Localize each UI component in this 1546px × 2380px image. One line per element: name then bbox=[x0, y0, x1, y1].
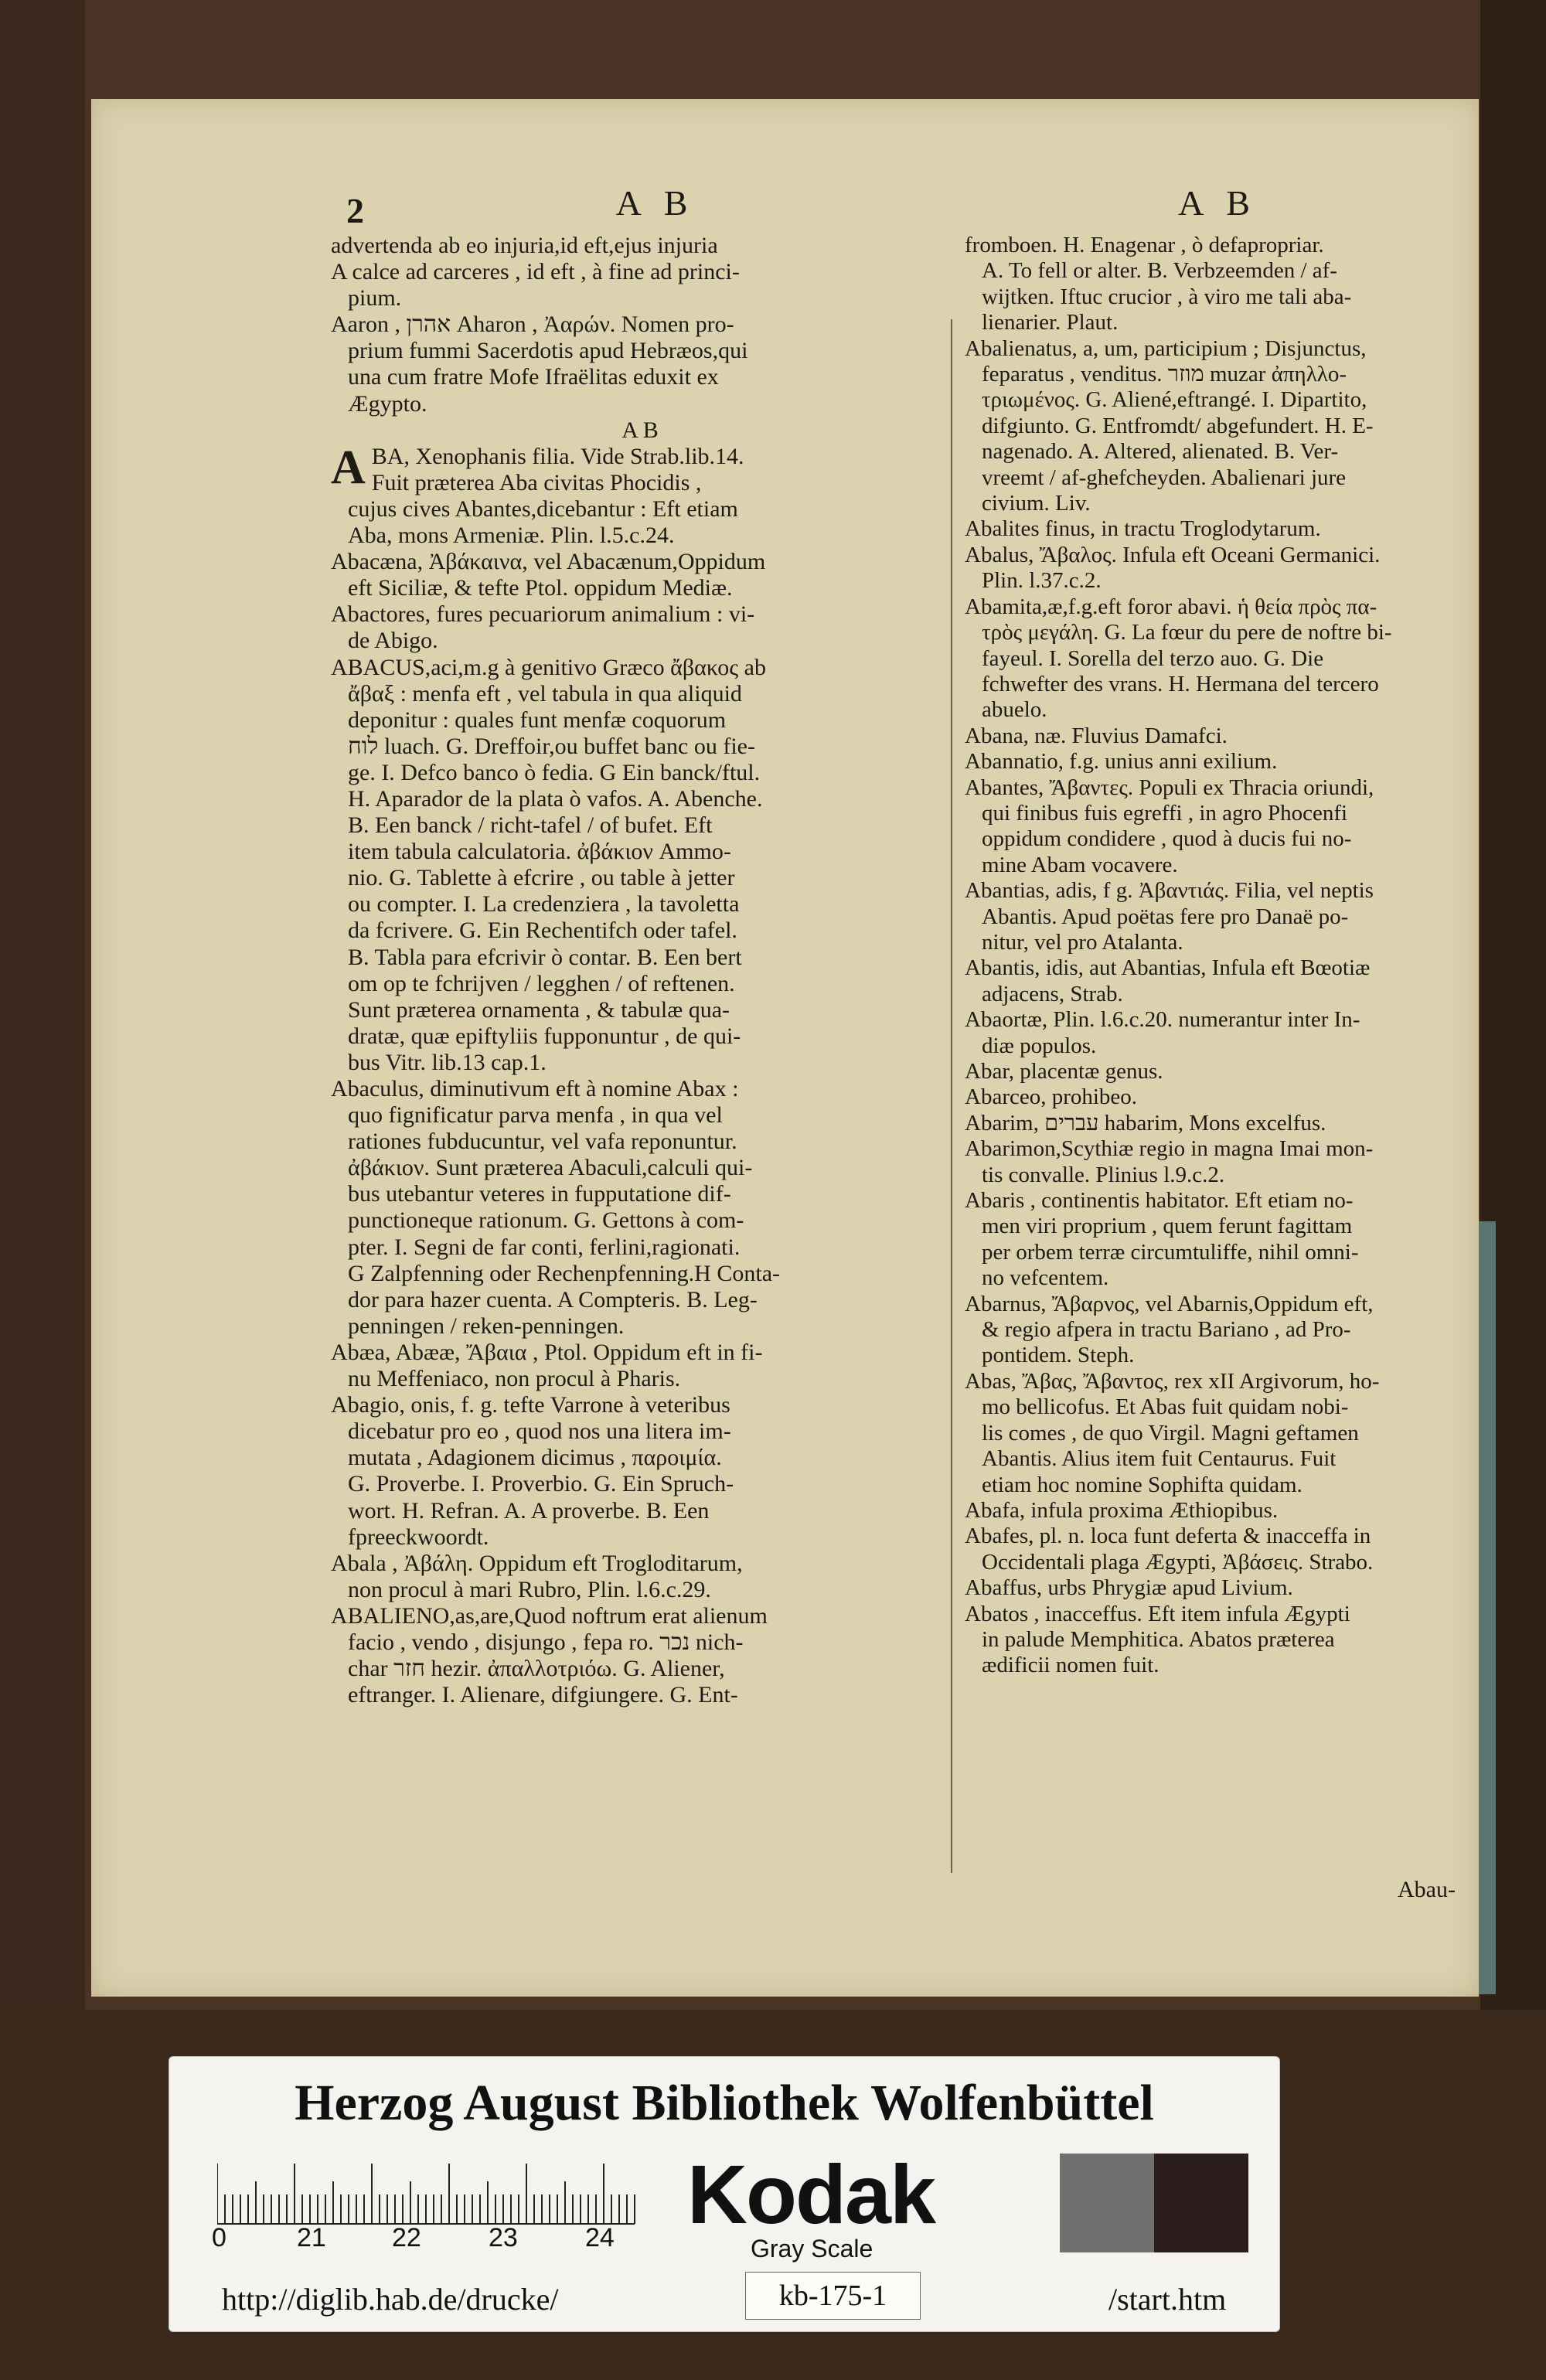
section-heading: A B bbox=[621, 417, 659, 443]
entry-line: A. To fell or alter. B. Verbzeemden / af- bbox=[982, 258, 1337, 284]
scan-background-left bbox=[0, 0, 85, 2025]
entry-line: prium fummi Sacerdotis apud Hebræos,qui bbox=[348, 338, 748, 364]
entry-line: difgiunto. G. Entfromdt/ abgefundert. H. E- bbox=[982, 413, 1374, 438]
entry-line: quo fignificatur parva menfa , in qua vel bbox=[348, 1102, 723, 1129]
right-column bbox=[965, 180, 1471, 1679]
entry-line: Abarim, עברים habarim, Mons excelfus. bbox=[965, 1110, 1326, 1136]
page-number: 2 bbox=[346, 191, 364, 230]
right-running-head: A B bbox=[1178, 183, 1258, 223]
entry-line: Abafes, pl. n. loca funt deferta & inacceffa in bbox=[965, 1524, 1371, 1549]
entry-line: Abar, placentæ genus. bbox=[965, 1059, 1163, 1084]
entry-line: bus Vitr. lib.13 cap.1. bbox=[348, 1049, 547, 1075]
entry-line: in palude Memphitica. Abatos præterea bbox=[982, 1626, 1335, 1652]
entry-line: Abaris , continentis habitator. Eft etiam no- bbox=[965, 1188, 1354, 1214]
left-column bbox=[331, 180, 949, 1708]
entry-line: Abantis, idis, aut Abantias, Infula eft Bœotiæ bbox=[965, 955, 1371, 981]
entry-line: Abaffus, urbs Phrygiæ apud Livium. bbox=[965, 1575, 1293, 1601]
entry-line: ædificii nomen fuit. bbox=[982, 1653, 1160, 1678]
entry-line: ou compter. I. La credenziera , la tavoletta bbox=[348, 891, 740, 918]
entry-line: Abannatio, f.g. unius anni exilium. bbox=[965, 749, 1278, 775]
entry-line: wijtken. Iftuc crucior , à viro me tali aba- bbox=[982, 284, 1352, 309]
entry-line: Abagio, onis, f. g. tefte Varrone à veteribus bbox=[331, 1392, 730, 1418]
entry-line: Abalites finus, in tractu Troglodytarum. bbox=[965, 516, 1321, 542]
entry-line: civium. Liv. bbox=[982, 491, 1091, 516]
entry-line: A calce ad carceres , id eft , à fine ad princi- bbox=[331, 259, 740, 285]
entry-line: Abatos , inacceffus. Eft item infula Ægypti bbox=[965, 1601, 1350, 1626]
entry-line: Abalus, Ἄβαλος. Infula eft Oceani Germanici. bbox=[965, 542, 1381, 567]
entry-line: advertenda ab eo injuria,id eft,ejus injuria bbox=[331, 233, 718, 258]
entry-line: G. Proverbe. I. Proverbio. G. Ein Spruch- bbox=[348, 1471, 734, 1497]
entry-line: Aaron , אהרן Aharon , Ἀαρών. Nomen pro- bbox=[331, 312, 734, 338]
entry-line: eftranger. I. Alienare, difgiungere. G. Ent- bbox=[348, 1682, 738, 1708]
entry-line: ἀβάκιον. Sunt præterea Abaculi,calculi qui- bbox=[348, 1155, 753, 1181]
entry-line: de Abigo. bbox=[348, 628, 438, 654]
entry-line: vreemt / af-ghefcheyden. Abalienari jure bbox=[982, 465, 1347, 490]
ruler-label: 23 bbox=[489, 2223, 518, 2252]
entry-line: Abacæna, Ἀβάκαινα, vel Abacænum,Oppidum bbox=[331, 549, 766, 575]
entry-line: bus utebantur veteres in fupputatione dif- bbox=[348, 1181, 731, 1207]
entry-line: deponitur : quales funt menfæ coquorum bbox=[348, 707, 727, 733]
entry-line: fromboen. H. Enagenar , ò defapropriar. bbox=[965, 233, 1324, 257]
library-name: Herzog August Bibliothek Wolfenbüttel bbox=[295, 2075, 1154, 2131]
entry-line: lienarier. Plaut. bbox=[982, 310, 1119, 335]
entry-line: pium. bbox=[348, 285, 402, 312]
entry-line: τρὸς μεγάλη. G. La fœur du pere de noftre bi- bbox=[982, 620, 1392, 645]
entry-line: Plin. l.37.c.2. bbox=[982, 568, 1102, 594]
url-right: /start.htm bbox=[1108, 2282, 1227, 2317]
column-divider bbox=[951, 319, 952, 1873]
entry-line: dratæ, quæ epiftyliis fupponuntur , de qui- bbox=[348, 1023, 741, 1049]
entry-line: cujus cives Abantes,dicebantur : Eft etiam bbox=[348, 495, 738, 522]
entry-line: Sunt præterea ornamenta , & tabulæ qua- bbox=[348, 996, 730, 1023]
entry-line: Abaculus, diminutivum eft à nomine Abax : bbox=[331, 1076, 739, 1101]
library-color-card bbox=[169, 2056, 1280, 2332]
entry-line: ἄβαξ : menfa eft , vel tabula in qua aliquid bbox=[348, 680, 742, 707]
entry-line: mo bellicofus. Et Abas fuit quidam nobi- bbox=[982, 1394, 1349, 1420]
entry-line: eft Siciliæ, & tefte Ptol. oppidum Mediæ. bbox=[348, 575, 733, 601]
entry-line: qui finibus fuis egreffi , in agro Phocenfi bbox=[982, 800, 1348, 826]
entry-line: Abæa, Abææ, Ἄβαια , Ptol. Oppidum eft in fi- bbox=[331, 1339, 763, 1365]
entry-line: rationes fubducuntur, vel vafa reponuntur. bbox=[348, 1129, 737, 1155]
url-left: http://diglib.hab.de/drucke/ bbox=[222, 2282, 559, 2317]
entry-line: Abala , Ἀβάλη. Oppidum eft Trogloditarum, bbox=[331, 1550, 743, 1576]
entry-line: ABALIENO,as,are,Quod noftrum erat alienum bbox=[331, 1602, 768, 1629]
entry-line: Abantes, Ἄβαντες. Populi ex Thracia oriundi, bbox=[965, 775, 1374, 800]
entry-line: pter. I. Segni de far conti, ferlini,ragionati. bbox=[348, 1234, 741, 1260]
entry-line: wort. H. Refran. A. A proverbe. B. Een bbox=[348, 1497, 710, 1524]
entry-line: feparatus , venditus. מוזר muzar ἀπηλλο- bbox=[982, 362, 1347, 387]
entry-line: Abalienatus, a, um, participium ; Disjunctus, bbox=[965, 335, 1367, 361]
entry-line: G Zalpfenning oder Rechenpfenning.H Conta- bbox=[348, 1260, 780, 1286]
entry-line: fayeul. I. Sorella del terzo auo. G. Die bbox=[982, 645, 1324, 671]
entry-line: nu Meffeniaco, non procul à Pharis. bbox=[348, 1366, 681, 1392]
entry-line: etiam hoc nomine Sophifta quidam. bbox=[982, 1472, 1303, 1497]
entry-line: no vefcentem. bbox=[982, 1265, 1109, 1291]
entry-line: nio. G. Tablette à efcrire , ou table à jetter bbox=[348, 865, 735, 891]
entry-line: Abantis. Apud poëtas fere pro Danaë po- bbox=[982, 904, 1349, 929]
entry-line: nitur, vel pro Atalanta. bbox=[982, 929, 1183, 955]
entry-line: men viri proprium , quem ferunt fagittam bbox=[982, 1214, 1353, 1239]
entry-line: Abactores, fures pecuariorum animalium : vi- bbox=[331, 601, 755, 628]
entry-line: mine Abam vocavere. bbox=[982, 852, 1178, 877]
entry-line: Abantias, adis, f g. Ἀβαντιάς. Filia, vel neptis bbox=[965, 878, 1374, 904]
gray-patch-dark bbox=[1154, 2154, 1248, 2252]
entry-line: Abantis. Alius item fuit Centaurus. Fuit bbox=[982, 1446, 1337, 1472]
entry-line: ge. I. Defco banco ò fedia. G Ein banck/ftul. bbox=[348, 759, 761, 785]
entry-line: pontidem. Steph. bbox=[982, 1343, 1135, 1368]
entry-line: B. Tabla para efcrivir ò contar. B. Een bert bbox=[348, 944, 742, 970]
entry-line: mutata , Adagionem dicimus , παροιμία. bbox=[348, 1445, 722, 1471]
entry-line: om op te fchrijven / legghen / of reftenen. bbox=[348, 970, 735, 996]
entry-line: non procul à mari Rubro, Plin. l.6.c.29. bbox=[348, 1576, 711, 1602]
gray-scale-label: Gray Scale bbox=[751, 2235, 873, 2263]
entry-line: Abaortæ, Plin. l.6.c.20. numerantur inter In- bbox=[965, 1007, 1360, 1033]
entry-line: τριωμένος. G. Aliené,eftrangé. I. Dipartito, bbox=[982, 387, 1367, 413]
entry-line: Abafa, infula proxima Æthiopibus. bbox=[965, 1497, 1279, 1523]
entry-line: Abarnus, Ἄβαρνος, vel Abarnis,Oppidum eft, bbox=[965, 1291, 1374, 1316]
entry-line: B. Een banck / richt-tafel / of bufet. Eft bbox=[348, 812, 713, 839]
entry-line: nagenado. A. Altered, alienated. B. Ver- bbox=[982, 439, 1339, 465]
ruler-label: 24 bbox=[585, 2223, 615, 2252]
kodak-logo: Kodak bbox=[687, 2147, 935, 2241]
entry-line: abuelo. bbox=[982, 697, 1047, 723]
entry-line: lis comes , de quo Virgil. Magni geftamen bbox=[982, 1420, 1359, 1445]
entry-line: Abas, Ἄβας, Ἄβαντος, rex xII Argivorum, ho- bbox=[965, 1368, 1380, 1394]
ruler-scale bbox=[217, 2164, 650, 2225]
entry-line: tis convalle. Plinius l.9.c.2. bbox=[982, 1162, 1225, 1187]
entry-line: da fcrivere. G. Ein Rechentifch oder tafel. bbox=[348, 918, 737, 944]
entry-line: Abarceo, prohibeo. bbox=[965, 1084, 1138, 1110]
drop-cap: A bbox=[331, 441, 366, 494]
ruler-label: 21 bbox=[297, 2223, 326, 2252]
entry-line: & regio afpera in tractu Bariano , ad Pro- bbox=[982, 1317, 1351, 1343]
entry-line: adjacens, Strab. bbox=[982, 981, 1123, 1006]
entry-line: fchwefter des vrans. H. Hermana del tercero bbox=[982, 671, 1379, 696]
gray-patch-medium bbox=[1060, 2154, 1154, 2252]
ruler-label: 0 bbox=[212, 2223, 226, 2252]
entry-line: Abamita,æ,f.g.eft foror abavi. ἡ θεία πρὸς πα- bbox=[965, 594, 1377, 619]
ruler-label: 22 bbox=[392, 2223, 421, 2252]
entry-line: punctioneque rationum. G. Gettons à com- bbox=[348, 1207, 744, 1234]
entry-line: dor para hazer cuenta. A Compteris. B. Leg- bbox=[348, 1286, 758, 1313]
entry-line: Occidentali plaga Ægypti, Ἀβάσεις. Strabo. bbox=[982, 1549, 1374, 1575]
entry-line: char חזר hezir. ἀπαλλοτριόω. G. Aliener, bbox=[348, 1656, 725, 1682]
entry-line: oppidum condidere , quod à ducis fui no- bbox=[982, 826, 1352, 852]
entry-line: facio , vendo , disjungo , fepa ro. נכר nich- bbox=[348, 1629, 744, 1655]
entry-line: ABACUS,aci,m.g à genitivo Græco ἄβακος ab bbox=[331, 654, 766, 680]
entry-line: fpreeckwoordt. bbox=[348, 1524, 489, 1550]
entry-line: diæ populos. bbox=[982, 1033, 1097, 1058]
entry-line: per orbem terræ circumtuliffe, nihil omni- bbox=[982, 1239, 1359, 1265]
document-id: kb-175-1 bbox=[745, 2272, 921, 2320]
catchword: Abau- bbox=[1398, 1877, 1456, 1902]
book-page bbox=[91, 99, 1479, 1997]
entry-line: Ægypto. bbox=[348, 390, 427, 417]
entry-line: item tabula calculatoria. ἀβάκιον Ammo- bbox=[348, 839, 731, 865]
entry-line: Abarimon,Scythiæ regio in magna Imai mon- bbox=[965, 1136, 1374, 1162]
entry-line: Fuit præterea Aba civitas Phocidis , bbox=[371, 469, 702, 495]
entry-line: una cum fratre Mofe Ifraëlitas eduxit ex bbox=[348, 364, 719, 390]
entry-line: penningen / reken-penningen. bbox=[348, 1313, 625, 1339]
left-running-head: A B bbox=[615, 183, 696, 223]
entry-line: Aba, mons Armeniæ. Plin. l.5.c.24. bbox=[348, 523, 675, 549]
entry-line: H. Aparador de la plata ò vafos. A. Abenche. bbox=[348, 785, 763, 812]
entry-line: לוח luach. G. Dreffoir,ou buffet banc ou fie- bbox=[348, 733, 755, 759]
entry-line: Abana, næ. Fluvius Damafci. bbox=[965, 723, 1228, 748]
entry-line: dicebatur pro eo , quod nos una litera im- bbox=[348, 1418, 731, 1445]
entry-line: BA, Xenophanis filia. Vide Strab.lib.14. bbox=[371, 443, 744, 469]
